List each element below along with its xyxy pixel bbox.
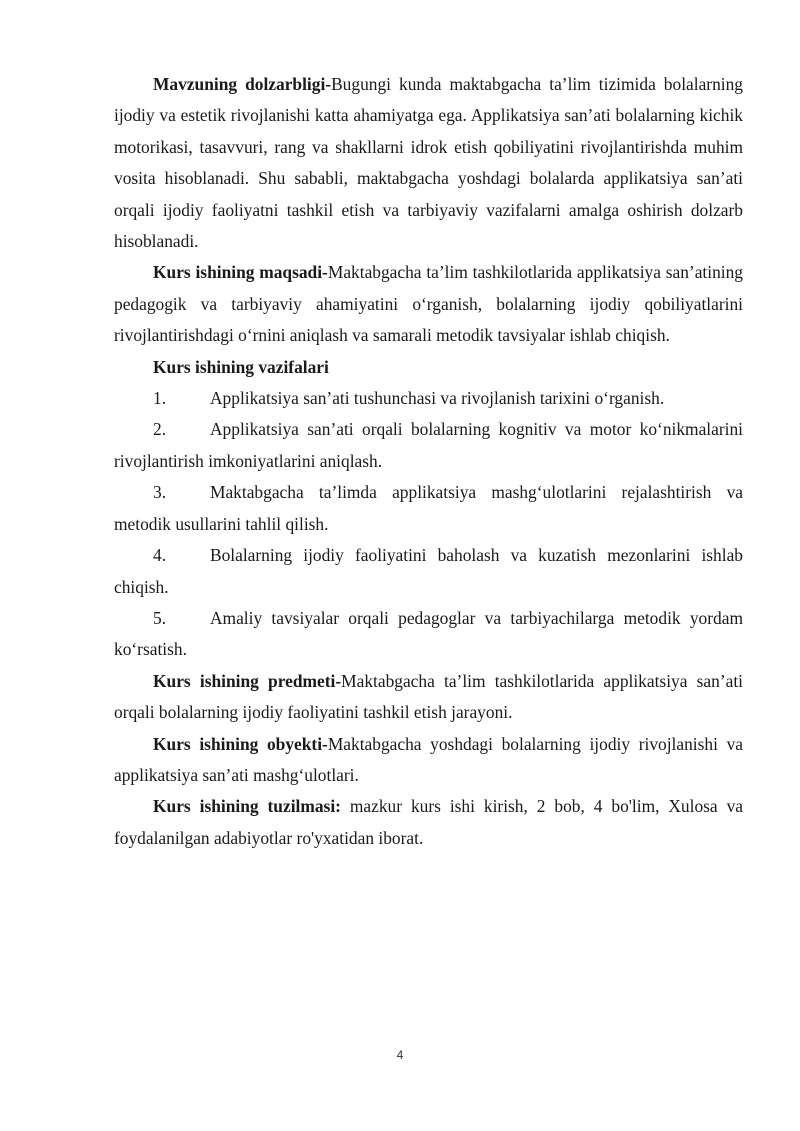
page-number: 4: [396, 1048, 404, 1062]
list-text: Applikatsiya san’ati tushunchasi va rivojlanish tarixini o‘rganish.: [210, 388, 665, 409]
list-number: 5.: [153, 607, 167, 628]
paragraph-label: Kurs ishining predmeti-: [153, 670, 342, 691]
list-number: 2.: [153, 419, 167, 440]
list-number: 1.: [153, 388, 167, 409]
list-item: [114, 603, 743, 666]
paragraph-label: Kurs ishining maqsadi-: [153, 262, 328, 283]
list-item: [114, 477, 743, 540]
paragraph-predmet: [114, 666, 743, 729]
paragraph-text: Maktabgacha yoshdagi bolalarning ijodiy rivojlanishi va applikatsiya san’ati mashg‘ulotlari.: [114, 733, 743, 785]
paragraph-label: Kurs ishining obyekti-: [153, 733, 328, 754]
paragraph-text: Maktabgacha ta’lim tashkilotlarida applikatsiya san’atining pedagogik va tarbiyaviy ahamiyatini o‘rganish, bolalarning ijodiy qobiliyatlarini rivojlantirishdagi o‘rnini aniqlash va samarali metodik tavsiyalar ishlab chiqish.: [114, 262, 744, 346]
list-item: [114, 383, 743, 414]
paragraph-maqsad: [114, 257, 743, 351]
paragraph-obyekt: [114, 729, 743, 792]
list-number: 3.: [153, 482, 167, 503]
document-page: [114, 69, 743, 854]
list-text: Applikatsiya san’ati orqali bolalarning kognitiv va motor ko‘nikmalarini rivojlantirish imkoniyatlarini aniqlash.: [114, 419, 743, 471]
paragraph-text: Bugungi kunda maktabgacha ta’lim tizimida bolalarning ijodiy va estetik rivojlanishi katta ahamiyatga ega. Applikatsiya san’ati bolalarning kichik motorikasi, tasavvuri, rang va shakllarni idrok etish qobiliyatini rivojlantirishda muhim vosita hisoblanadi. Shu sababli, maktabgacha yoshdagi bolalarda applikatsiya san’ati orqali ijodiy faoliyatni tashkil etish va tarbiyaviy vazifalarni amalga oshirish dolzarb hisoblanadi.: [114, 74, 743, 252]
list-item: [114, 414, 743, 477]
list-number: 4.: [153, 545, 167, 566]
list-item: [114, 540, 743, 603]
paragraph-text: Maktabgacha ta’lim tashkilotlarida applikatsiya san’ati orqali bolalarning ijodiy faoliyatini tashkil etish jarayoni.: [114, 670, 743, 723]
paragraph-text: mazkur kurs ishi kirish, 2 bob, 4 bo'lim, Xulosa va foydalanilgan adabiyotlar ro'yxatidan iborat.: [114, 796, 743, 848]
paragraph-dolzarblik: [114, 69, 743, 257]
paragraph-tuzilma: [114, 791, 743, 854]
list-text: Amaliy tavsiyalar orqali pedagoglar va tarbiyachilarga metodik yordam ko‘rsatish.: [114, 607, 743, 660]
vazifalar-heading: Kurs ishining vazifalari: [153, 356, 329, 377]
list-text: Bolalarning ijodiy faoliyatini baholash va kuzatish mezonlarini ishlab chiqish.: [114, 545, 743, 597]
list-text: Maktabgacha ta’limda applikatsiya mashg‘ulotlarini rejalashtirish va metodik usullarini tahlil qilish.: [114, 482, 743, 534]
paragraph-label: Mavzuning dolzarbligi-: [153, 74, 332, 94]
paragraph-label: Kurs ishining tuzilmasi:: [153, 796, 341, 817]
